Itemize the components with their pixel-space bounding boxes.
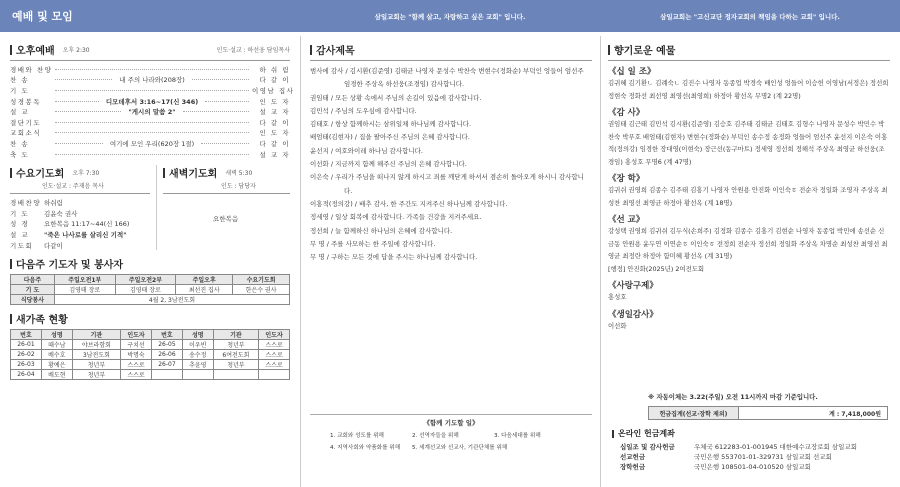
header-left: 예배 및 모임 (0, 0, 300, 32)
service-item-content (52, 154, 252, 155)
prayer-items (310, 431, 592, 451)
service-time: 오후 2:30 (62, 47, 90, 54)
wed-row (10, 208, 150, 219)
family-cell: 6여전도회 (213, 350, 258, 360)
thanks-name: 배엄태(김현자) / (310, 133, 358, 142)
wed-row (10, 219, 150, 230)
family-cell: 야브라함회 (72, 340, 120, 350)
wed-title: 수요기도회 (16, 169, 65, 181)
service-item-content (52, 69, 252, 70)
service-title-row (10, 42, 290, 57)
service-row (10, 138, 290, 149)
thanks-name: 정선희 / (310, 226, 334, 235)
family-head: 기관 (72, 330, 120, 340)
title-bar (163, 168, 165, 178)
service-item-text: "게시의 말씀 2" (128, 108, 176, 117)
family-cell: 스스로 (121, 370, 152, 380)
thanks-name: 범사에 감사 / (310, 67, 348, 75)
thanks-item (310, 198, 592, 211)
family-head: 인도자 (259, 330, 290, 340)
thanks-name: 정세영 / (310, 213, 334, 222)
family-cell: 때수남 (41, 340, 72, 350)
leader-dots (55, 122, 249, 123)
family-cell: 배수호 (41, 350, 72, 360)
wed-item-text: 요한복음 11:17~44(신 166) (44, 220, 130, 229)
thanks-name: 김태호 / (310, 120, 334, 129)
family-cell: 26-07 (151, 360, 182, 370)
service-item-person: 다 같 이 (259, 118, 290, 127)
next-table (10, 274, 290, 305)
service-item-label: 설 교 (10, 108, 30, 117)
thanks-list (310, 65, 592, 264)
service-row (10, 75, 290, 86)
service-item-person: 설 교 자 (259, 108, 290, 117)
leader-dots (55, 69, 249, 70)
thanks-text: 배추 감사, 한 주간도 지켜주신 하나님께 감사합니다. (359, 199, 508, 208)
family-title-row (10, 311, 290, 326)
prayer-box (310, 414, 592, 451)
thanks-item (310, 251, 592, 264)
dawn-text: 요한복음 (213, 215, 239, 224)
wed-order (10, 197, 150, 250)
service-item-content (52, 90, 252, 91)
offer-names: 김귀쉬 권영희 김종수 김주태 김홍기 나영자 안원용 안진화 이인숙ㅎ 전순자 정일화 조영자 주상옥 최성찬 최영선 최영균 하정아 황선옥 (계 18명) (608, 186, 888, 207)
family-cell: 송수정 (182, 350, 213, 360)
divider (10, 193, 150, 194)
thanks-item (310, 171, 592, 198)
dawn-time: 새벽 5:30 (225, 170, 253, 178)
account-row (620, 451, 888, 461)
offer-names: 강성택 권영희 김귀쉬 김두식(손희주) 김정화 김종수 김홍기 김현순 나영자 동종업 박민애 송선순 신금동 안원용 윤두연 이연순ㅎ 이인숙ㅎ 전정희 전순자 정선희 정일화 주상옥 차명순 최성찬 최영선 최영균 최정란 하정아 함미혜 황선옥 (계 31명) (608, 227, 888, 260)
family-head: 번호 (151, 330, 182, 340)
family-head: 번호 (11, 330, 42, 340)
title-bar (608, 45, 610, 55)
service-item-label: 교회소식 (10, 129, 42, 138)
header-mid: 삼일교회는 "함께 살고, 자랑하고 싶은 교회" 입니다. (300, 0, 600, 32)
wed-row (10, 197, 150, 208)
dawn-lead: 인도 : 담당자 (221, 183, 256, 191)
leader-dots (55, 79, 112, 80)
thanks-item (310, 92, 592, 105)
service-item-content (52, 97, 252, 106)
thanks-item (310, 225, 592, 238)
thanks-name: 윤선지 / (310, 146, 334, 155)
offer-heading: 《장 학》 (608, 174, 645, 184)
family-cell (259, 370, 290, 380)
title-bar (10, 314, 12, 324)
thanks-text: 여호와이레 하나님 감사합니다. (335, 146, 423, 155)
wed-item-label: 기 도 (10, 209, 30, 218)
divider (310, 60, 592, 61)
offering-column (608, 36, 890, 487)
service-item-content (52, 107, 252, 116)
family-cell: 박명숙 (121, 350, 152, 360)
offer-heading: 《감 사》 (608, 108, 645, 118)
service-item-label: 찬 송 (10, 76, 30, 85)
dawn-title-row (163, 165, 290, 180)
family-cell: 26-01 (11, 340, 42, 350)
thanks-text: 늘 함께하신 하나님의 은혜에 감사합니다. (335, 226, 453, 235)
offer-heading: 《십 일 조》 (608, 67, 656, 77)
service-item-label: 경배와 찬양 (10, 65, 53, 74)
service-item-content (52, 75, 252, 84)
leader-dots (55, 154, 249, 155)
thanks-item (310, 211, 592, 224)
family-cell (213, 370, 258, 380)
service-row (10, 117, 290, 128)
account-title: 온라인 헌금계좌 (618, 429, 675, 438)
weekday-meetings (10, 165, 290, 250)
family-cell: 스스로 (259, 350, 290, 360)
next-head: 주일오전2부 (115, 275, 176, 285)
dawn-meeting (163, 165, 290, 250)
service-item-label: 기 도 (10, 86, 30, 95)
service-item-person: 이영남 집사 (252, 86, 295, 95)
leader-dots (55, 143, 103, 144)
family-cell: 배도현 (41, 370, 72, 380)
service-row (10, 128, 290, 139)
leader-dots (55, 90, 249, 91)
next-cell: 4월 2, 3남전도회 (54, 295, 289, 305)
thanks-text: 집을 팔아주신 주님의 은혜 감사합니다. (359, 133, 470, 142)
next-title: 다음주 기도자 및 봉사자 (16, 260, 124, 272)
offer-title-row (608, 42, 890, 57)
title-bar (10, 259, 12, 269)
next-title-row (10, 256, 290, 271)
family-cell: 26-02 (11, 350, 42, 360)
wed-item-text: 다같이 (44, 241, 63, 250)
title-bar (612, 430, 614, 438)
thanks-title-row (310, 42, 592, 57)
prayer-item: 5. 세계선교와 선교사, 기관단체를 위해 (412, 445, 508, 451)
family-cell: 청년부 (213, 340, 258, 350)
thanks-name: 이홍적(정의강) / (310, 199, 358, 208)
worship-column (10, 36, 295, 487)
next-cell: 한은수 권사 (233, 285, 290, 295)
leader-dots (192, 79, 249, 80)
offer-blocks (608, 65, 890, 332)
title-bar (10, 45, 12, 55)
next-head: 다음주 (11, 275, 55, 285)
service-item-text: 내 주의 나라와(208장) (119, 76, 185, 85)
family-head: 성명 (182, 330, 213, 340)
wed-title-row (10, 165, 150, 180)
service-item-text: 여기에 모인 우리(620장 1절) (109, 139, 195, 148)
service-item-person: 설 교 자 (259, 150, 290, 159)
family-cell (151, 370, 182, 380)
next-cell: 식당봉사 (11, 295, 55, 305)
thanks-column (310, 36, 592, 487)
account-info: 국민은행 553701-01-329731 삼일교회 선교회 (694, 452, 832, 461)
family-head: 인도자 (121, 330, 152, 340)
service-row (10, 64, 290, 75)
leader-dots (205, 101, 249, 102)
leader-dots (55, 101, 99, 102)
family-cell: 스스로 (121, 360, 152, 370)
offer-heading: 《사랑구제》 (608, 281, 658, 291)
account-list (620, 441, 888, 471)
wed-item-label: 설 교 (10, 230, 30, 239)
account-row (620, 441, 888, 451)
wed-item-text: 김윤숙 권사 (44, 209, 78, 218)
service-item-person: 하 쉬 림 (259, 65, 290, 74)
family-cell: 스스로 (259, 340, 290, 350)
family-cell: 추윤영 (182, 360, 213, 370)
wed-lead: 인도·설교 : 주재음 목사 (42, 183, 104, 191)
thanks-text: 일상 회복에 감사합니다. 가족들 건강을 지켜주세요. (335, 213, 482, 222)
family-cell: 26-03 (11, 360, 42, 370)
dawn-title: 새벽기도회 (169, 169, 218, 181)
thanks-item (310, 118, 592, 131)
account-label: 장학헌금 (620, 462, 646, 471)
column-divider (600, 36, 601, 487)
next-head: 주일오전1부 (54, 275, 115, 285)
family-cell: 스스로 (259, 360, 290, 370)
thanks-name: 김민석 / (310, 106, 334, 115)
wed-item-text: 하쉬림 (44, 199, 63, 208)
family-cell: 황예은 (41, 360, 72, 370)
thanks-item (310, 145, 592, 158)
service-item-person: 다 같 이 (259, 76, 290, 85)
prayer-item: 3. 다음세대를 위해 (494, 433, 541, 439)
account-label: 선교헌금 (620, 452, 646, 461)
offer-heading: 《생일감사》 (608, 309, 658, 320)
family-cell: 26-05 (151, 340, 182, 350)
divider (608, 60, 890, 61)
total-table (648, 406, 888, 420)
thanks-text: 지금까지 함께 해주신 주님의 은혜 감사합니다. (335, 160, 467, 169)
thanks-name: 이선화 / (310, 160, 334, 169)
title-bar (310, 45, 312, 55)
thanks-text: 김시환(김준영) 김태균 나영자 문성수 박찬숙 변현수(정화순) 부덕인 엉들어 엄선주 임경한 주상옥 하선웅(조경임) 감사합니다. (344, 67, 584, 89)
title-bar (10, 168, 12, 178)
family-head: 기관 (213, 330, 258, 340)
service-item-content (52, 122, 252, 123)
total-label: 헌금집계(선교·장학 제외) (649, 407, 739, 420)
thanks-name: 이은숙 / (310, 173, 334, 182)
meeting-divider (156, 165, 157, 250)
account-label: 십일조 및 감사헌금 (620, 442, 675, 451)
thanks-item (310, 131, 592, 144)
family-cell: 이우빈 (182, 340, 213, 350)
service-title: 오후예배 (16, 46, 55, 57)
next-cell: 김영태 장로 (115, 285, 176, 295)
next-cell: 김영태 장로 (54, 285, 115, 295)
thanks-text: 모든 상황 속에서 주님의 손길이 있음에 감사합니다. (335, 93, 482, 102)
wed-row (10, 240, 150, 251)
prayer-item: 1. 교회와 성도를 위해 (330, 433, 384, 439)
prayer-title: 《함께 기도할 일》 (423, 419, 479, 427)
thanks-text: 항상 함께하시는 삼위일체 하나님께 감사합니다. (335, 120, 472, 129)
account-box (612, 428, 888, 471)
service-order (10, 64, 295, 159)
thanks-name: 무 명 / (310, 239, 329, 248)
account-title-row (612, 428, 888, 439)
wed-item-label: 기도회 (10, 241, 34, 250)
service-item-label: 찬 송 (10, 139, 30, 148)
wed-time: 오후 7:30 (72, 170, 100, 178)
family-cell (182, 370, 213, 380)
leader-dots (55, 111, 121, 112)
service-row (10, 106, 290, 117)
family-cell: 26-04 (11, 370, 42, 380)
thanks-name: 권임태 / (310, 93, 334, 102)
offer-names: 홍성호 (608, 293, 627, 301)
deadline-note: ※ 자동이체는 3.22(주일) 오전 11시까지 마감 기준입니다. (648, 393, 818, 401)
family-table (10, 329, 290, 380)
service-item-person: 인 도 자 (259, 97, 290, 106)
total-value: 계 : 7,418,000원 (739, 407, 888, 420)
offer-title: 향기로운 예물 (614, 46, 676, 57)
family-cell: 구치선 (121, 340, 152, 350)
service-item-text: 디모데후서 3:16~17(신 346) (105, 97, 199, 106)
service-row (10, 149, 290, 160)
account-info: 우체국 612283-01-001945 대한예수교장로회 삼일교회 (694, 442, 857, 451)
family-head: 성명 (41, 330, 72, 340)
offer-names: 김귀혜 김기환ㄴ 김례숙ㄴ 김진수 나영자 동종업 박경숙 배인성 엉들어 이승헌 이영남(서정은) 정선희 정현숙 정화선 최선영 최영선(최영희) 하정아 황선옥 무명2 (계 22명) (608, 79, 889, 100)
service-item-person: 인 도 자 (259, 129, 290, 138)
divider (163, 193, 290, 194)
thanks-title: 감사제목 (316, 46, 355, 57)
service-item-person: 다 같 이 (259, 139, 290, 148)
header-right: 삼일교회는 "고신교단 정자교회의 책임을 다하는 교회" 입니다. (600, 0, 900, 32)
wed-row (10, 229, 150, 240)
family-cell: 26-06 (151, 350, 182, 360)
next-cell: 기 도 (11, 285, 55, 295)
wed-item-label: 성 경 (10, 220, 30, 229)
thanks-text: 우리가 주님을 떠나지 않게 하시고 죄를 깨닫게 하셔서 겸손히 돌아오게 하시니 감사합니다. (335, 173, 584, 195)
prayer-item: 2. 선역자들을 위해 (412, 433, 459, 439)
wed-meeting (10, 165, 150, 250)
thanks-text: 구하는 모든 것에 답을 주시는 하나님께 감사합니다. (330, 253, 478, 262)
offer-names: 이선화 (608, 321, 627, 330)
family-cell: 청년부 (72, 360, 120, 370)
account-row (620, 461, 888, 471)
family-cell: 청년부 (72, 370, 120, 380)
service-item-label: 결단기도 (10, 118, 42, 127)
thanks-item (310, 238, 592, 251)
next-cell: 최선진 집사 (176, 285, 233, 295)
service-item-label: 성경봉독 (10, 97, 42, 106)
next-head: 주일오후 (176, 275, 233, 285)
thanks-item (310, 105, 592, 118)
thanks-name: 무 명 / (310, 253, 329, 262)
thanks-item (310, 158, 592, 171)
prayer-item: 4. 지역사회와 약품화를 위해 (330, 445, 401, 451)
divider (10, 60, 290, 61)
service-row (10, 96, 290, 107)
column-divider (300, 36, 301, 487)
leader-dots (201, 143, 249, 144)
service-item-content (52, 139, 252, 148)
thanks-text: 주를 사모하는 한 주일에 감사합니다. (330, 239, 436, 248)
offer-heading: 《선 교》 (608, 215, 645, 225)
leader-dots (183, 111, 249, 112)
service-item-label: 축 도 (10, 150, 30, 159)
thanks-item (310, 65, 592, 92)
account-info: 국민은행 108501-04-010520 삼일교회 (694, 462, 811, 471)
wed-item-text: "죽은 나사로를 살리신 기적" (44, 230, 127, 239)
thanks-text: 주님의 도우심에 감사합니다. (335, 106, 417, 115)
offer-names: 권임태 김근태 김민석 김시환(김준영) 김승호 김주태 김태균 김태호 김형수 나영자 문성수 박민수 박찬숙 박푸호 배엄태(김현자) 변현수(정화순) 부덕인 송수정 송정화 엉들어 엄선주 윤선지 이은숙 이홍적(정의강) 임경한 장대영(이현숙) 장근선(동구마트) 정세영 정선희 정해석 주상옥 최영균 하선웅(조경임) 홍성호 무명6 (계 47명) (608, 120, 888, 166)
leader-dots (55, 132, 249, 133)
service-row (10, 85, 295, 96)
wed-item-label: 경배찬양 (10, 199, 42, 208)
service-lead: 인도·설교 : 하선웅 담임목사 (216, 47, 290, 54)
family-cell: 청년부 (213, 360, 258, 370)
service-item-content (52, 132, 252, 133)
next-head: 수요기도회 (233, 275, 290, 285)
offer-extra: [행정] 안진화(2025년) 2여전도회 (608, 264, 705, 273)
family-title: 새가족 현황 (16, 315, 68, 327)
family-cell: 3남전도회 (72, 350, 120, 360)
